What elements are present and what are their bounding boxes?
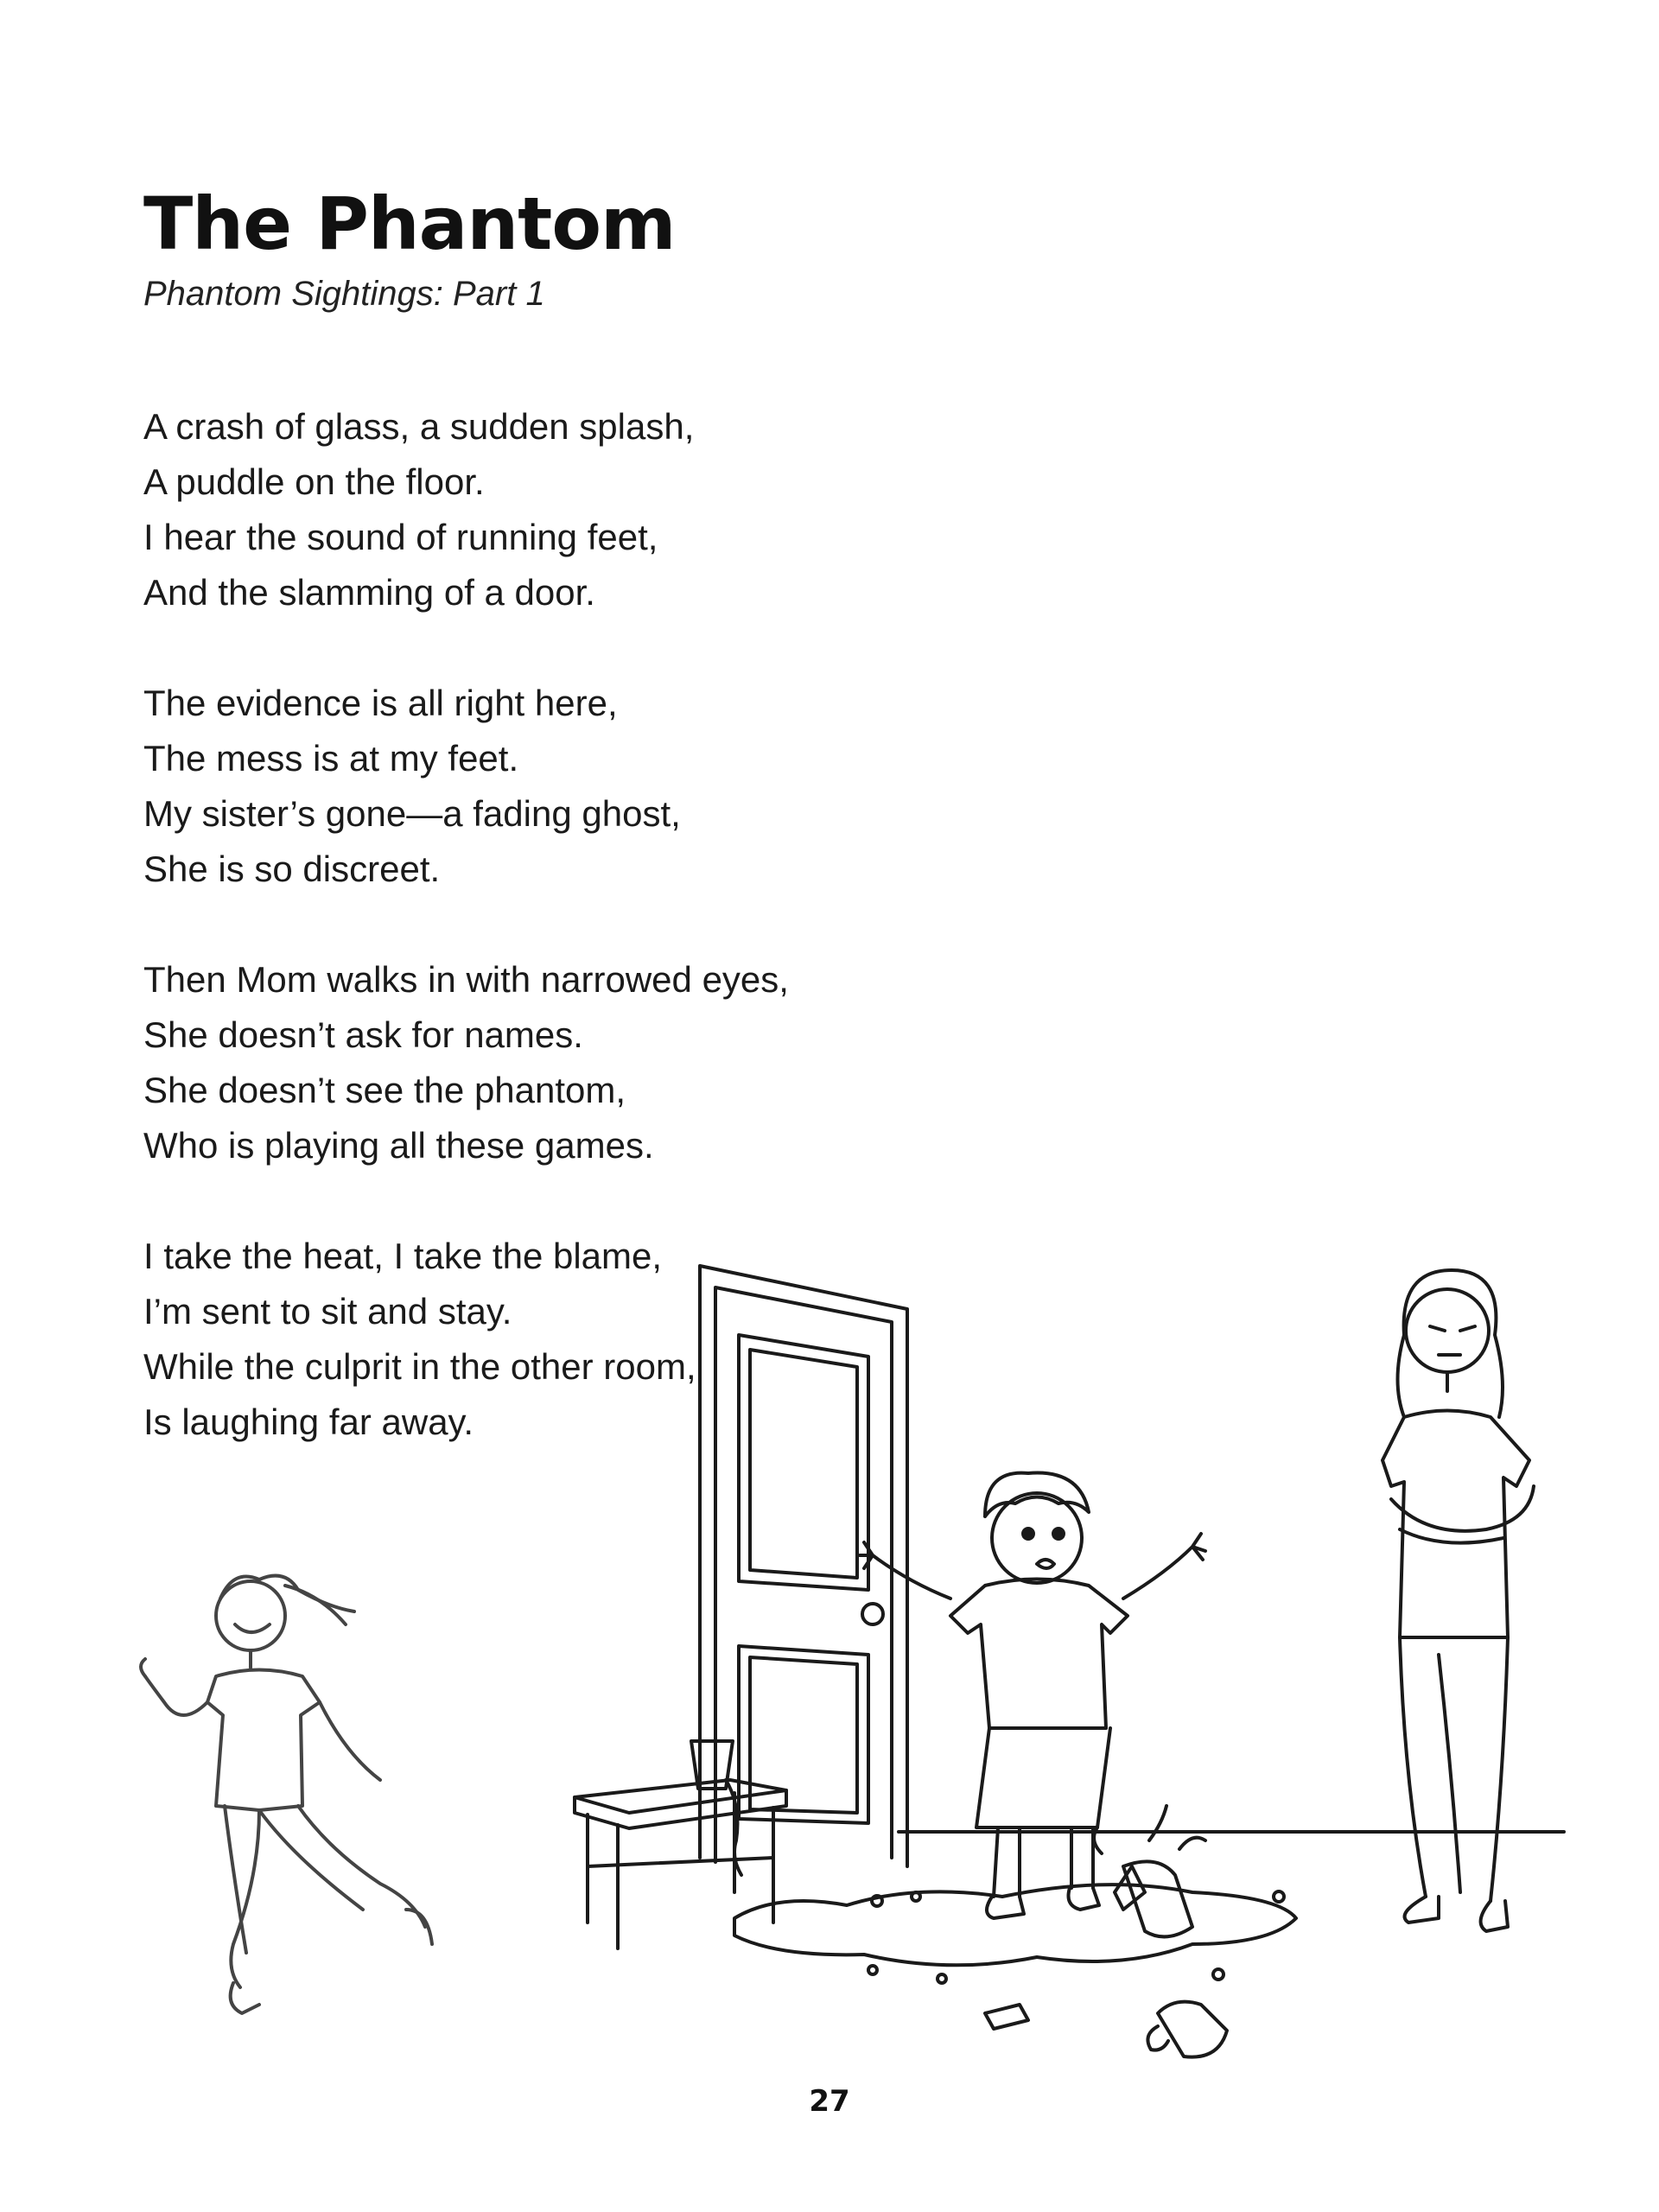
stanza [143, 399, 921, 620]
poem-line: Who is playing all these games. [143, 1125, 654, 1166]
fallen-mug-icon [1147, 2002, 1227, 2057]
poem-line: The mess is at my feet. [143, 738, 519, 779]
stanza [143, 676, 921, 897]
poem-subtitle: Phantom Sightings: Part 1 [143, 275, 545, 313]
line-art-illustration [0, 1236, 1659, 2117]
broken-mug-icon [1094, 1806, 1205, 1936]
stanza [143, 952, 921, 1173]
shard [985, 2005, 1028, 2029]
poem-line: While the culprit in the other room, [143, 1346, 696, 1387]
poem-line: She is so discreet. [143, 849, 441, 889]
boy-figure [860, 1473, 1205, 1918]
poem-line: A crash of glass, a sudden splash, [143, 406, 695, 447]
poem-line: She doesn’t ask for names. [143, 1014, 583, 1055]
door-knob [862, 1604, 883, 1624]
poem-line: A puddle on the floor. [143, 461, 485, 502]
poem-line: She doesn’t see the phantom, [143, 1070, 626, 1110]
poem-line: Then Mom walks in with narrowed eyes, [143, 959, 789, 1000]
page-number: 27 [809, 2084, 850, 2119]
stool [575, 1741, 786, 1948]
door [700, 1266, 907, 1866]
poem-line: My sister’s gone—a fading ghost, [143, 793, 681, 834]
poem-line: The evidence is all right here, [143, 683, 618, 723]
poem-title: The Phantom [143, 181, 676, 266]
poem-line: Is laughing far away. [143, 1402, 474, 1442]
running-girl-figure [141, 1576, 432, 2013]
poem-line: And the slamming of a door. [143, 572, 595, 613]
poem-line: I take the heat, I take the blame, [143, 1236, 663, 1276]
water-puddle [734, 1885, 1296, 1965]
poem-line: I’m sent to sit and stay. [143, 1291, 512, 1332]
poem-line: I hear the sound of running feet, [143, 517, 658, 557]
